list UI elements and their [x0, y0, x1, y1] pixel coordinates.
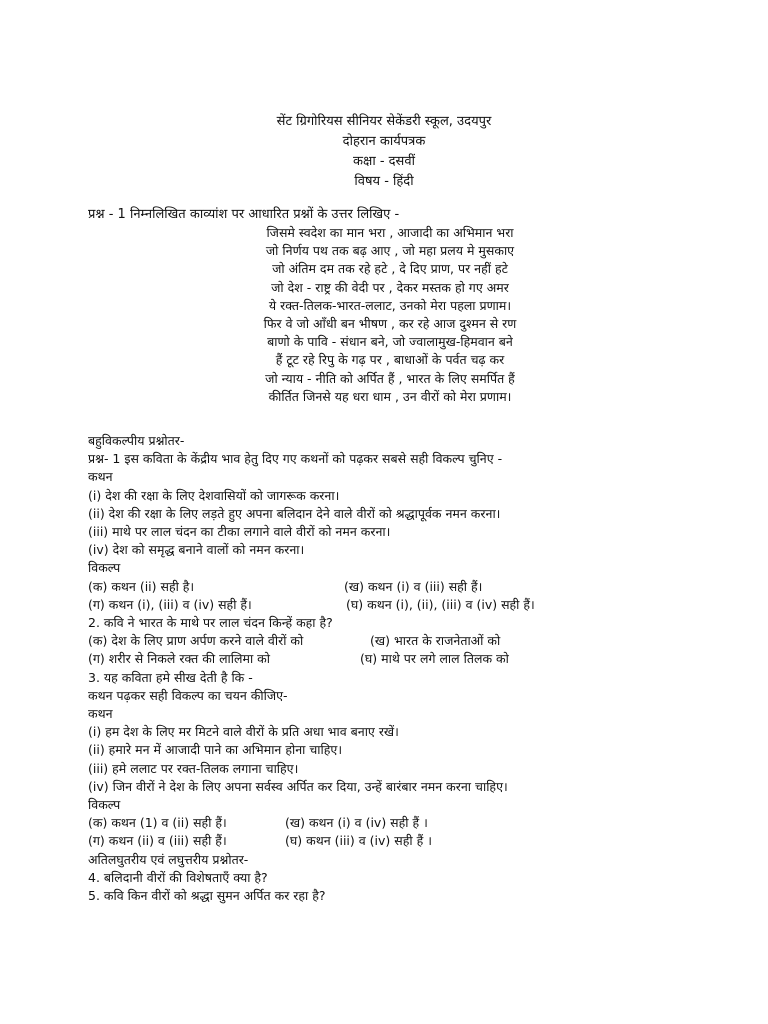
poem-line: बाणो के पावि - संधान बने, जो ज्वालामुख-हिमवान बने	[267, 334, 513, 350]
option-kha: (ख) कथन (i) व (iv) सही हैं ।	[285, 815, 428, 831]
poem-line: हैं टूट रहे रिपु के गढ़ पर , बाधाओं के पर्वत चढ़ कर	[275, 352, 505, 368]
short-answer-heading: अतिलघुतरीय एवं लघुत्तरीय प्रश्नोतर-	[88, 851, 249, 867]
poem-line: जो न्याय - नीति को अर्पित हैं , भारत के लिए समर्पित हैं	[265, 370, 515, 386]
poem-line: कीर्तित जिनसे यह धरा धाम , उन वीरों को मेरा प्रणाम।	[268, 388, 512, 404]
poem-line: जिसमे स्वदेश का मान भरा , आजादी का अभिमान भरा	[266, 225, 514, 240]
option-ga: (ग) कथन (ii) व (iii) सही हैं।	[88, 833, 227, 849]
statements-label: कथन	[88, 469, 113, 485]
statements-label: कथन	[88, 705, 113, 721]
school-name: सेंट ग्रिगोरियस सीनियर सेकेंडरी स्कूल, उदयपुर	[276, 114, 492, 129]
option-gha: (घ) माथे पर लगे लाल तिलक को	[360, 651, 509, 667]
option-ga: (ग) शरीर से निकले रक्त की लालिमा को	[88, 651, 271, 667]
mcq-question-3-instruction: कथन पढ़कर सही विकल्प का चयन कीजिए-	[88, 687, 288, 703]
options-row	[88, 650, 748, 668]
question-4: 4. बलिदानी वीरों की विशेषताएँ क्या है?	[88, 869, 268, 885]
mcq-question-1: प्रश्न- 1 इस कविता के केंद्रीय भाव हेतु दिए गए कथनों को पढ़कर सबसे सही विकल्प चुनिए -	[88, 451, 503, 467]
option-kha: (ख) भारत के राजनेताओं को	[370, 633, 501, 649]
options-label: विकल्प	[88, 560, 121, 576]
statement-item: (ii) हमारे मन में आजादी पाने का अभिमान होना चाहिए।	[88, 742, 343, 758]
poem-stanza	[190, 224, 590, 406]
statement-item: (iii) हमे ललाट पर रक्त-तिलक लगाना चाहिए।	[88, 760, 299, 776]
option-ga: (ग) कथन (i), (iii) व (iv) सही हैं।	[88, 596, 252, 612]
question-5: 5. कवि किन वीरों को श्रद्धा सुमन अर्पित कर रहा है?	[88, 887, 326, 903]
options-label: विकल्प	[88, 797, 121, 812]
document-header	[0, 112, 768, 192]
class-label: कक्षा - दसवीं	[353, 154, 415, 169]
poem-line: फिर वे जो आँधी बन भीषण , कर रहे आज दुश्मन से रण	[263, 316, 517, 332]
options-row	[88, 832, 748, 850]
poem-line: जो निर्णय पथ तक बढ़ आए , जो महा प्रलय मे मुसकाए	[265, 243, 515, 259]
mcq-question-3: 3. यह कविता हमे सीख देती है कि -	[88, 669, 253, 685]
poem-line: ये रक्त-तिलक-भारत-ललाट, उनको मेरा पहला प्रणाम।	[268, 297, 512, 313]
option-gha: (घ) कथन (i), (ii), (iii) व (iv) सही हैं।	[346, 596, 535, 612]
options-row	[88, 596, 748, 614]
worksheet-title: दोहरान कार्यपत्रक	[342, 134, 426, 149]
statement-item: (iv) देश को समृद्ध बनाने वालों को नमन करना।	[88, 542, 305, 558]
statement-item: (ii) देश की रक्षा के लिए लड़ते हुए अपना बलिदान देने वाले वीरों को श्रद्धापूर्वक नमन करना।	[88, 505, 501, 521]
questions-section	[88, 432, 748, 905]
mcq-heading: बहुविकल्पीय प्रश्नोतर-	[88, 433, 185, 448]
statement-item: (i) हम देश के लिए मर मिटने वाले वीरों के प्रति अधा भाव बनाए रखें।	[88, 724, 399, 740]
option-kha: (ख) कथन (i) व (iii) सही हैं।	[344, 578, 483, 594]
poem-line: जो देश - राष्ट्र की वेदी पर , देकर मस्तक हो गए अमर	[271, 279, 509, 295]
poem-line: जो अंतिम दम तक रहे हटे , दे दिए प्राण, पर नहीं हटे	[272, 261, 508, 277]
options-row	[88, 632, 748, 650]
option-gha: (घ) कथन (iii) व (iv) सही हैं ।	[285, 833, 432, 849]
statement-item: (i) देश की रक्षा के लिए देशवासियों को जागरूक करना।	[88, 487, 340, 503]
statement-item: (iv) जिन वीरों ने देश के लिए अपना सर्वस्व अर्पित कर दिया, उन्हें बारंबार नमन करना चाहिए।	[88, 778, 508, 794]
options-row	[88, 814, 748, 832]
question-1-title: प्रश्न - 1 निम्नलिखित काव्यांश पर आधारित प्रश्नों के उत्तर लिखिए -	[88, 207, 400, 222]
option-ka: (क) कथन (ii) सही है।	[88, 578, 195, 594]
options-row	[88, 578, 748, 596]
subject-label: विषय - हिंदी	[354, 174, 414, 189]
statement-item: (iii) माथे पर लाल चंदन का टीका लगाने वाले वीरों को नमन करना।	[88, 524, 391, 540]
option-ka: (क) देश के लिए प्राण अर्पण करने वाले वीरों को	[88, 633, 304, 649]
mcq-question-2: 2. कवि ने भारत के माथे पर लाल चंदन किन्हें कहा है?	[88, 615, 333, 630]
option-ka: (क) कथन (1) व (ii) सही हैं।	[88, 815, 227, 831]
